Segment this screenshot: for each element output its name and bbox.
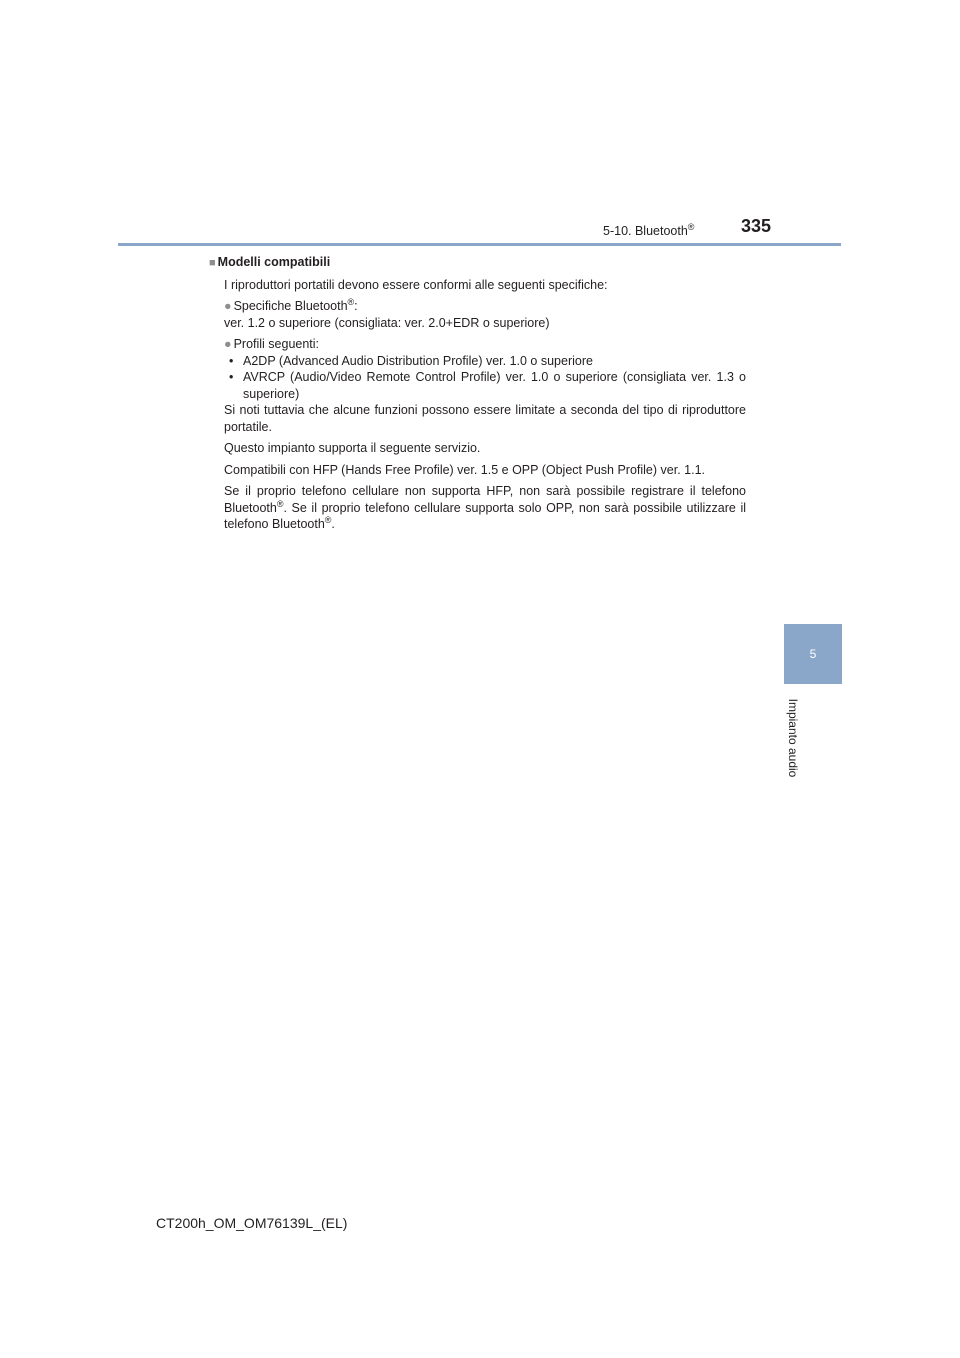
chapter-label-text: Impianto audio bbox=[786, 698, 800, 778]
final-paragraph bbox=[209, 483, 746, 533]
service-text: Questo impianto supporta il seguente servizio. bbox=[224, 441, 481, 455]
compat-text: Compatibili con HFP (Hands Free Profile) ver. 1.5 e OPP (Object Push Profile) ver. 1.1. bbox=[224, 462, 705, 477]
registered-mark: ® bbox=[347, 296, 355, 307]
section-title-text: 5-10. Bluetooth bbox=[603, 224, 688, 239]
bullet-icon: • bbox=[229, 370, 234, 384]
page-content bbox=[209, 254, 746, 533]
chapter-number: 5 bbox=[809, 647, 817, 661]
note-text: Si noti tuttavia che alcune funzioni possono essere limitate a seconda del tipo di riproduttore portatile. bbox=[224, 403, 746, 434]
list-item-text: AVRCP (Audio/Video Remote Control Profile) ver. 1.0 o superiore (consigliata ver. 1.3 o superiore) bbox=[243, 370, 746, 401]
registered-mark: ® bbox=[324, 514, 332, 525]
heading-text: Modelli compatibili bbox=[217, 255, 331, 269]
list-item bbox=[209, 353, 746, 370]
registered-mark: ® bbox=[687, 222, 695, 232]
section-heading bbox=[209, 254, 746, 272]
footer-code: CT200h_OM_OM76139L_(EL) bbox=[156, 1215, 348, 1231]
spec2-item bbox=[209, 336, 746, 353]
list-item-text: A2DP (Advanced Audio Distribution Profile) ver. 1.0 o superiore bbox=[243, 353, 593, 368]
spec2-label: Profili seguenti: bbox=[233, 337, 320, 351]
list-item bbox=[209, 369, 746, 402]
chapter-label bbox=[770, 692, 816, 784]
bullet-icon: • bbox=[229, 353, 234, 368]
header-rule bbox=[118, 243, 841, 246]
final-text-1: Se il proprio telefono cellulare non supporta HFP, non sarà possibile registrare il telefono Bluetooth bbox=[224, 484, 746, 515]
page-header bbox=[0, 214, 960, 248]
square-bullet-icon: ■ bbox=[209, 257, 216, 269]
chapter-tab bbox=[784, 624, 842, 684]
spec1-colon: : bbox=[354, 299, 358, 313]
final-text-2: . Se il proprio telefono cellulare supporta solo OPP, non sarà possibile utilizzare il telefono Bluetooth bbox=[224, 500, 746, 531]
registered-mark: ® bbox=[276, 498, 284, 509]
final-period: . bbox=[331, 517, 335, 531]
circle-bullet-icon: ● bbox=[224, 337, 232, 351]
intro-text: I riproduttori portatili devono essere conformi alle seguenti specifiche: bbox=[224, 277, 608, 292]
circle-bullet-icon: ● bbox=[224, 299, 232, 313]
page-number: 335 bbox=[741, 216, 772, 236]
section-title bbox=[603, 222, 694, 238]
spec1-item bbox=[209, 298, 746, 315]
spec1-detail: ver. 1.2 o superiore (consigliata: ver. 2.0+EDR o superiore) bbox=[224, 315, 550, 330]
spec1-label: Specifiche Bluetooth bbox=[233, 299, 348, 313]
